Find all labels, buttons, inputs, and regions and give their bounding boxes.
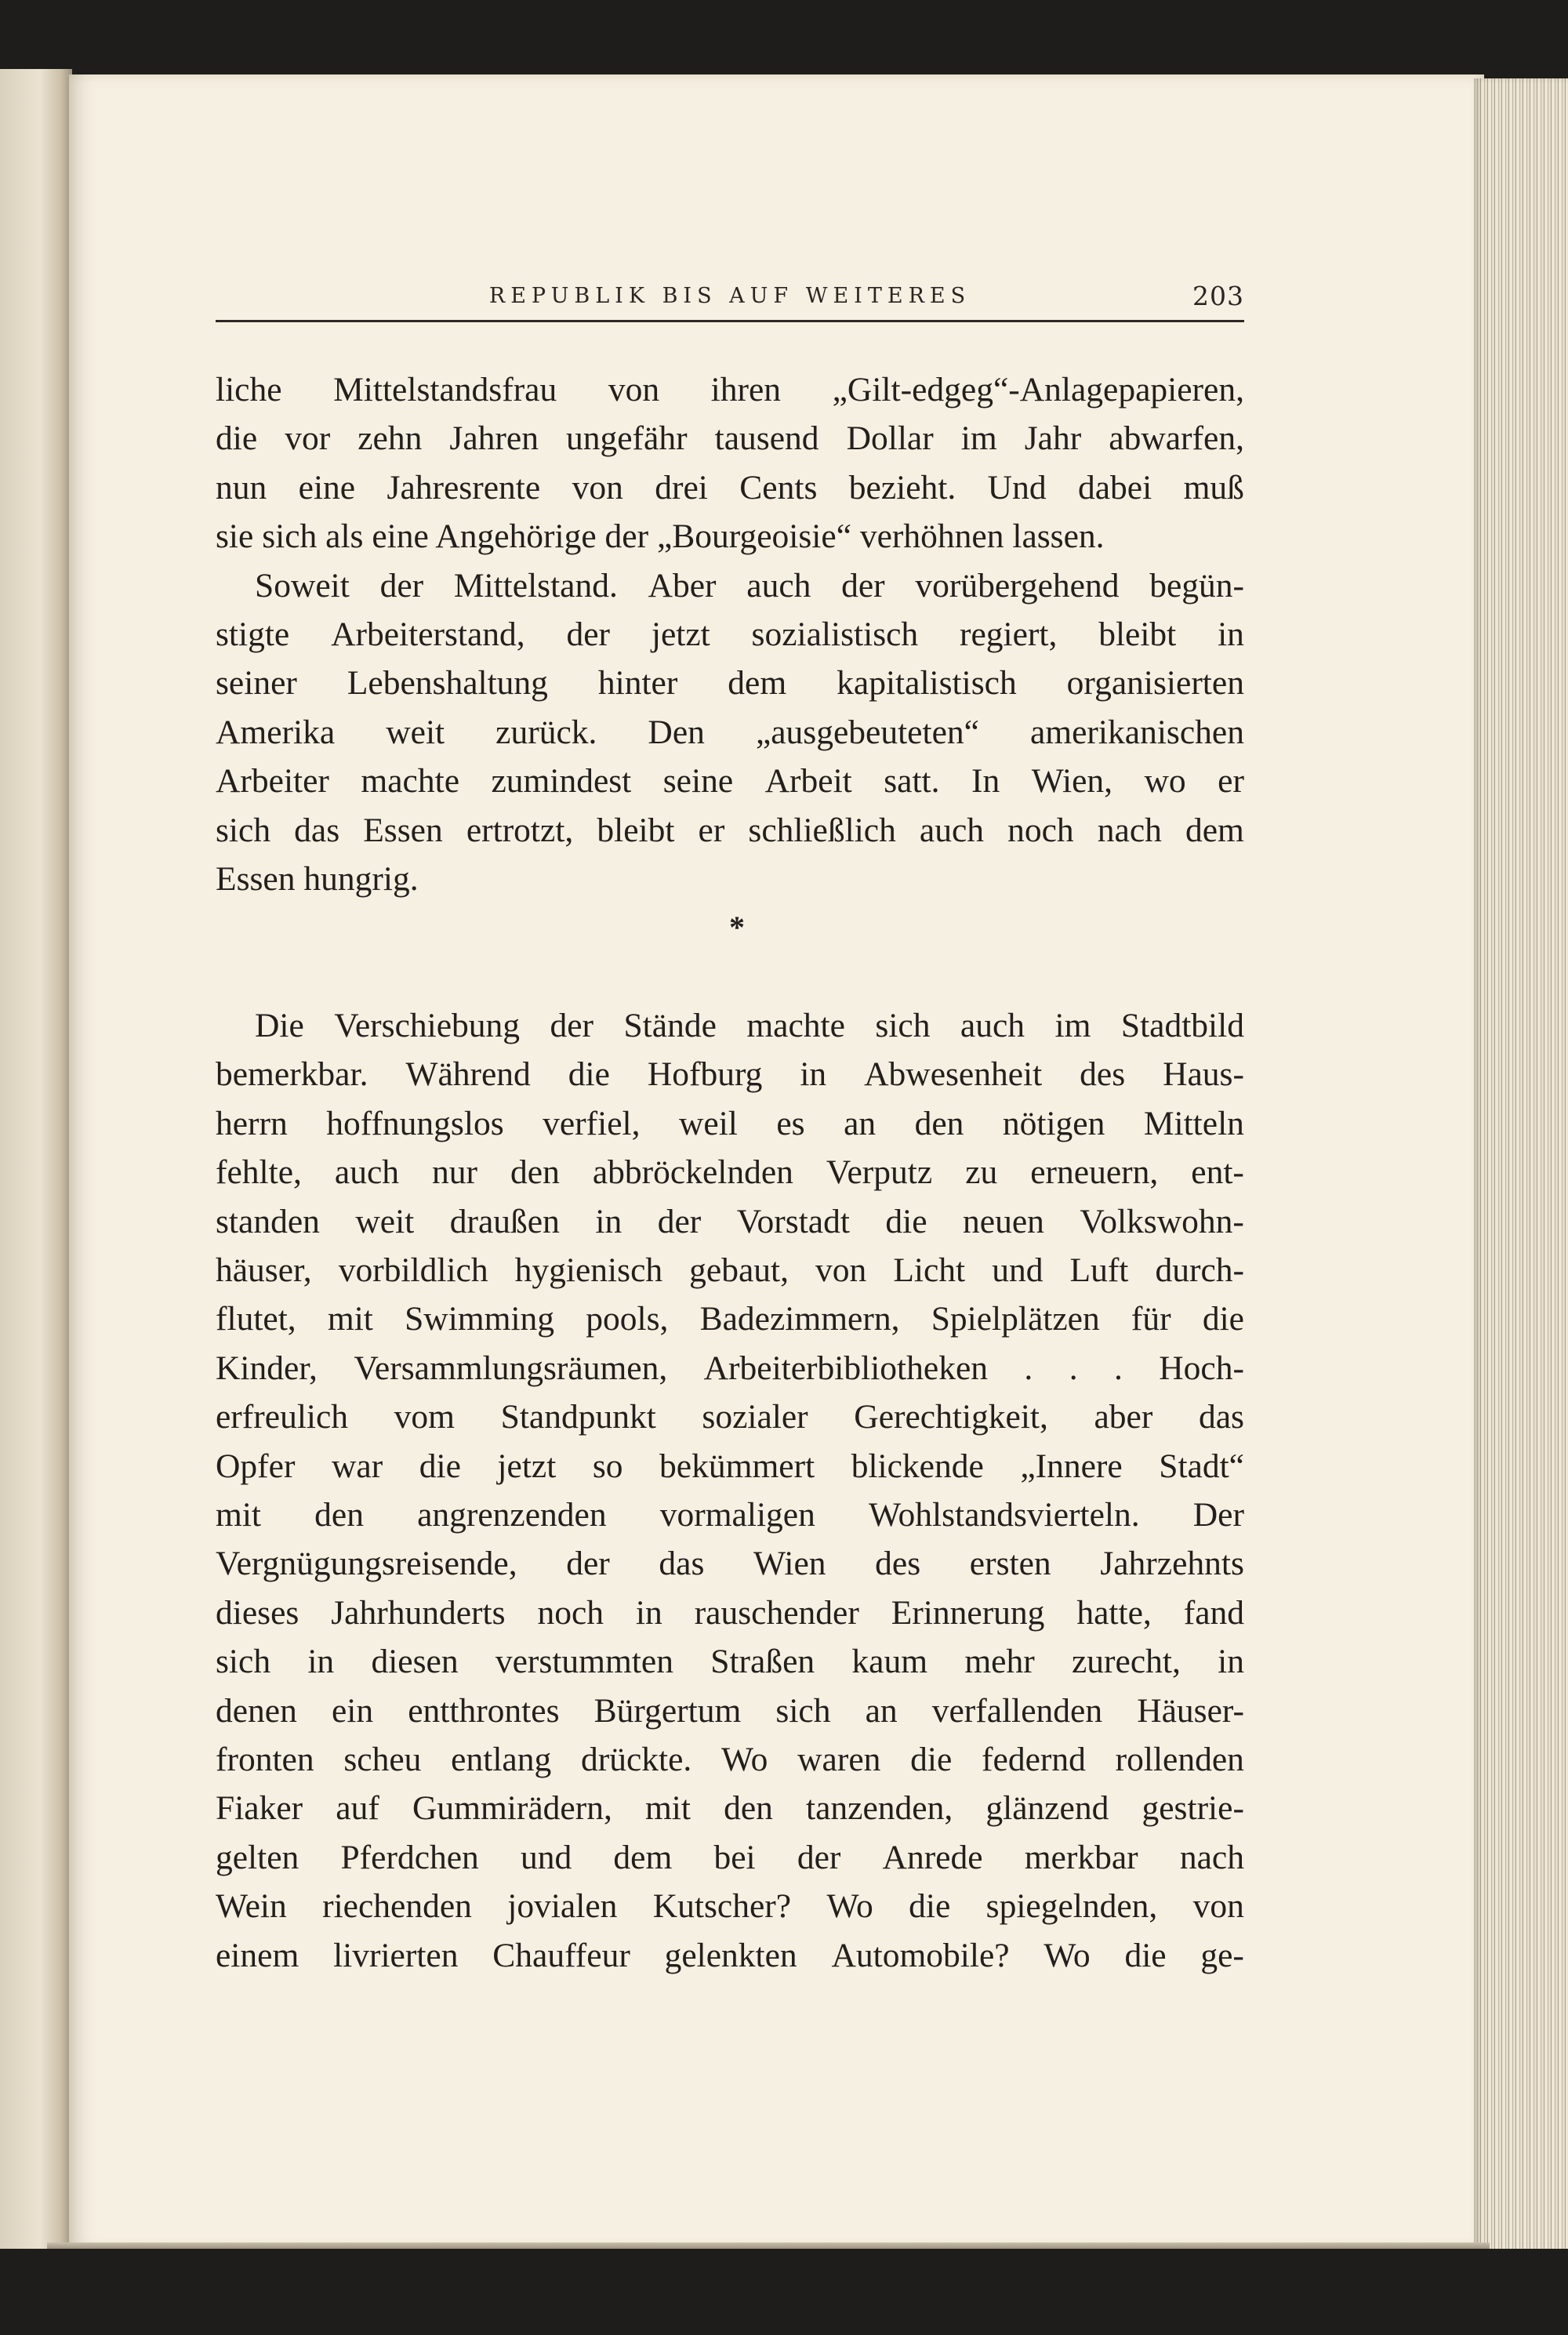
word: Swimming [405,1300,555,1338]
word: in [595,1202,622,1240]
word: an [865,1691,898,1730]
word: ge- [1200,1936,1244,1974]
word: riechenden [322,1887,472,1926]
word: Arbeiterstand, [331,615,525,653]
word: drei [655,468,708,507]
word: Hofburg [647,1055,763,1094]
word: denen [216,1691,297,1730]
word: Hoch- [1159,1349,1244,1387]
word: entthrontes [408,1691,560,1730]
word: er [1218,762,1244,801]
text-line [216,365,1244,414]
word: sozialer [702,1398,808,1436]
word: sich [216,811,271,849]
word: Mitteln [1143,1104,1244,1142]
word: den [510,1153,560,1192]
text-line [216,1637,1244,1686]
word: Wein [216,1887,287,1926]
word: und [520,1838,572,1876]
word: seine [662,762,734,801]
word: vorbildlich [338,1251,488,1290]
word: federnd [982,1740,1086,1778]
text-line [216,1784,1244,1832]
text-line [216,1344,1244,1393]
text-line [216,855,1244,903]
word: sie [216,517,254,556]
word: Luft [1069,1251,1129,1290]
word: . [1069,1349,1078,1387]
running-title: REPUBLIK BIS AUF WEITERES [488,284,971,308]
facing-page-edge [0,69,72,2264]
word: satt. [884,762,940,801]
word: Essen [216,859,296,898]
word: die [568,1055,610,1094]
word: von [815,1251,867,1290]
word: noch [537,1593,604,1632]
word: jovialen [507,1887,618,1926]
text-line [216,757,1244,805]
word: in [1218,615,1244,653]
word: Anrede [882,1838,983,1876]
text-line [216,1050,1244,1099]
word: häuser, [216,1251,312,1290]
word: Arbeiter [216,762,329,801]
page-number: 203 [1192,281,1244,311]
word: ent- [1191,1153,1244,1192]
word: entlang [451,1740,552,1778]
word: regiert, [960,615,1058,653]
page-edges-stack [1474,78,1568,2254]
word: seiner [216,664,297,703]
word: neuen [963,1202,1044,1240]
word: Pferdchen [340,1838,479,1876]
word: Jahrzehnts [1100,1545,1244,1583]
word: stigte [216,615,290,653]
word: Wo [826,1887,873,1926]
word: nun [216,468,267,507]
word: nur [432,1153,478,1192]
word: ersten [969,1545,1051,1583]
word: Jahr [1024,419,1082,458]
word: Kinder, [216,1349,318,1387]
word: Lebenshaltung [347,664,548,703]
word: scheu [343,1740,422,1778]
word: Arbeit [764,762,852,801]
word: sich [775,1691,831,1730]
text-line [216,414,1244,463]
word: standen [216,1202,320,1240]
word: Cents [739,468,818,507]
word: bei [713,1838,756,1876]
word: rollenden [1115,1740,1244,1778]
word: mit [327,1300,373,1338]
word: Jahrhunderts [331,1593,506,1632]
word: des [875,1545,921,1583]
word: jetzt [651,615,710,653]
word: Die [255,1007,304,1045]
word: begün- [1149,566,1244,605]
word: der [550,1007,594,1045]
word: Verschiebung [334,1007,521,1045]
word: Stadt“ [1159,1447,1244,1485]
word: Jahren [449,419,539,458]
word: auch [960,1007,1025,1045]
word: auf [336,1789,379,1828]
word: gelenkten [664,1936,797,1974]
word: Der [1192,1495,1244,1534]
word: Fiaker [216,1789,303,1828]
text-line [216,659,1244,707]
word: kapitalistisch [837,664,1017,703]
word: verstummten [495,1643,673,1681]
word: Wien [753,1545,826,1583]
word: Essen [363,811,443,849]
word: vom [394,1398,456,1436]
word: der [566,1545,610,1583]
word: Gummirädern, [412,1789,612,1828]
word: von [1192,1887,1244,1926]
word: hygienisch [514,1251,663,1290]
word: Haus- [1163,1055,1244,1094]
word: ihren [710,371,782,409]
word: Angehörige [435,517,597,556]
word: im [960,419,997,458]
word: nötigen [1002,1104,1105,1142]
word: tausend [714,419,819,458]
word: „ausgebeuteten“ [755,713,979,751]
word: fronten [216,1740,314,1778]
text-line [216,1882,1244,1930]
word: die [910,1740,953,1778]
word: organisierten [1066,664,1244,703]
word: auch [334,1153,400,1192]
word: Vorstadt [736,1202,850,1240]
word: „Innere [1020,1447,1123,1485]
word: das [294,811,340,849]
word: amerikanischen [1029,713,1244,751]
text-line [216,1197,1244,1246]
word: Opfer [216,1447,296,1485]
text-line [216,1442,1244,1491]
word: sich [875,1007,931,1045]
word: herrn [216,1104,288,1142]
word: muß [1183,468,1244,507]
word: verfallenden [931,1691,1103,1730]
word: als [325,517,364,556]
word: Gerechtigkeit, [854,1398,1048,1436]
text-line [216,610,1244,659]
word: erneuern, [1030,1153,1159,1192]
word: bezieht. [848,468,956,507]
text-line [216,561,1244,610]
word: gelten [216,1838,299,1876]
word: Wo [1044,1936,1091,1974]
word: Den [648,713,705,751]
word: angrenzenden [417,1495,607,1534]
word: Jahresrente [387,468,541,507]
word: Badezimmern, [699,1300,900,1338]
word: gestrie- [1142,1789,1244,1828]
word: die [419,1447,461,1485]
word: diesen [371,1643,459,1681]
word: Volkswohn- [1080,1202,1244,1240]
word: das [659,1545,705,1583]
word: in [307,1643,335,1681]
word: aber [1094,1398,1153,1436]
word: die [909,1887,951,1926]
word: Vergnügungsreisende, [216,1545,517,1583]
word: wo [1144,762,1186,801]
word: durch- [1155,1251,1244,1290]
word: liche [216,371,282,409]
word: hoffnungslos [326,1104,504,1142]
word: ertrotzt, [466,811,574,849]
word: Automobile? [831,1936,1010,1974]
word: gebaut, [689,1251,789,1290]
word: bekümmert [659,1447,815,1485]
word: Und [987,468,1047,507]
word: noch [1007,811,1074,849]
word: drückte. [580,1740,692,1778]
word: tanzenden, [806,1789,953,1828]
word: die [885,1202,927,1240]
word: sozialistisch [751,615,919,653]
word: spiegelnden, [985,1887,1158,1926]
word: nach [1179,1838,1244,1876]
word: dabei [1077,468,1152,507]
word: weil [678,1104,738,1142]
word: so [592,1447,623,1485]
word: mehr [964,1643,1035,1681]
word: Stände [623,1007,717,1045]
word: der [566,615,611,653]
word: erfreulich [216,1398,349,1436]
word: dem [728,664,787,703]
word: mit [644,1789,691,1828]
text-line [216,1295,1244,1343]
text-line [216,1099,1244,1148]
word: der [657,1202,702,1240]
word: Dollar [846,419,934,458]
word: waren [797,1740,881,1778]
word: er [698,811,725,849]
word: dem [613,1838,673,1876]
word: kaum [851,1643,928,1681]
word: Wien, [1031,762,1113,801]
word: Straßen [710,1643,815,1681]
scan-background [0,2249,1568,2335]
word: Häuser- [1137,1691,1244,1730]
word: zurück. [495,713,597,751]
word: rauschender [694,1593,859,1632]
word: an [844,1104,877,1142]
word: Wo [721,1740,768,1778]
word: auch [919,811,985,849]
word: auch [746,566,811,605]
word: und [992,1251,1044,1290]
word: „Gilt-edgeg“-Anlagepapieren, [832,371,1244,409]
word: zu [965,1153,998,1192]
word: von [572,468,623,507]
word: mit [216,1495,262,1534]
word: die [216,419,258,458]
word: der [604,517,649,556]
word: Chauffeur [492,1936,630,1974]
word: abwarfen, [1109,419,1244,458]
word: Mittelstand. [453,566,618,605]
word: vormaligen [659,1495,815,1534]
word: flutet, [216,1300,296,1338]
word: der [379,566,424,605]
word: Soweit [255,566,350,605]
word: in [1218,1643,1244,1681]
word: verfiel, [543,1104,641,1142]
word: vorübergehend [915,566,1120,605]
word: die [1124,1936,1167,1974]
word: livrierten [333,1936,459,1974]
word: zehn [358,419,423,458]
word: . [1113,1349,1123,1387]
word: weit [386,713,445,751]
word: Verputz [826,1153,933,1192]
word: bleibt [597,811,675,849]
text-line [216,463,1244,512]
text-line [216,806,1244,855]
word: Stadtbild [1120,1007,1244,1045]
text-line [216,1539,1244,1588]
word: hatte, [1076,1593,1152,1632]
text-line [216,1393,1244,1441]
word: in [635,1593,662,1632]
blank-line [216,953,1244,1001]
word: Bürgertum [593,1691,742,1730]
word: den [724,1789,773,1828]
word: Kutscher? [652,1887,792,1926]
word: ungefähr [566,419,688,458]
word: der [797,1838,841,1876]
word: Mittelstandsfrau [333,371,557,409]
word: zurecht, [1071,1643,1181,1681]
text-line [216,1001,1244,1050]
word: bemerkbar. [216,1055,368,1094]
word: schließlich [748,811,896,849]
text-line [216,1735,1244,1784]
word: sich [216,1643,271,1681]
text-line [216,512,1244,561]
word: des [1080,1055,1126,1094]
word: für [1131,1300,1171,1338]
word: einem [216,1936,299,1974]
word: lassen. [1012,517,1105,556]
running-head [216,279,1244,326]
word: verhöhnen [859,517,1004,556]
word: fehlte, [216,1153,302,1192]
word: machte [746,1007,845,1045]
word: im [1054,1007,1091,1045]
word: weit [355,1202,415,1240]
word: war [331,1447,383,1485]
word: . [1024,1349,1033,1387]
text-line [216,708,1244,757]
word: den [914,1104,964,1142]
word: hinter [597,664,678,703]
word: nach [1097,811,1162,849]
word: vor [285,419,331,458]
header-rule [216,320,1244,322]
word: In [971,762,1000,801]
word: in [800,1055,827,1094]
word: Aber [648,566,717,605]
word: jetzt [497,1447,557,1485]
text-line [216,1687,1244,1735]
word: blickende [851,1447,984,1485]
word: dieses [216,1593,299,1632]
word: das [1198,1398,1244,1436]
word: eine [372,517,429,556]
word: den [314,1495,364,1534]
word: draußen [449,1202,560,1240]
section-separator: * [729,910,745,946]
text-line [216,1833,1244,1882]
word: glänzend [985,1789,1109,1828]
text-line [216,1589,1244,1637]
word: Abwesenheit [864,1055,1043,1094]
word: Erinnerung [891,1593,1045,1632]
word: Wohlstandsvierteln. [868,1495,1140,1534]
word: die [1202,1300,1244,1338]
text-line [216,1931,1244,1980]
word: fand [1183,1593,1244,1632]
word: pools, [586,1300,669,1338]
word: Versammlungsräumen, [354,1349,668,1387]
word: der [841,566,885,605]
word: es [776,1104,805,1142]
word: Licht [893,1251,966,1290]
text-line [216,1246,1244,1295]
word: merkbar [1024,1838,1138,1876]
word: Amerika [216,713,336,751]
word: machte [361,762,459,801]
word: Arbeiterbibliotheken [703,1349,989,1387]
word: Standpunkt [500,1398,656,1436]
word: dem [1185,811,1244,849]
word: hungrig. [303,859,419,898]
word: Spielplätzen [931,1300,1100,1338]
word: abbröckelnden [592,1153,793,1192]
text-line [216,1491,1244,1539]
word: von [608,371,660,409]
word: eine [298,468,356,507]
body-text [216,365,1244,1980]
word: ein [331,1691,374,1730]
word: sich [262,517,318,556]
word: bleibt [1098,615,1177,653]
word: zumindest [491,762,632,801]
word: Während [405,1055,531,1094]
text-line [216,1148,1244,1197]
word: „Bourgeoisie“ [656,517,851,556]
